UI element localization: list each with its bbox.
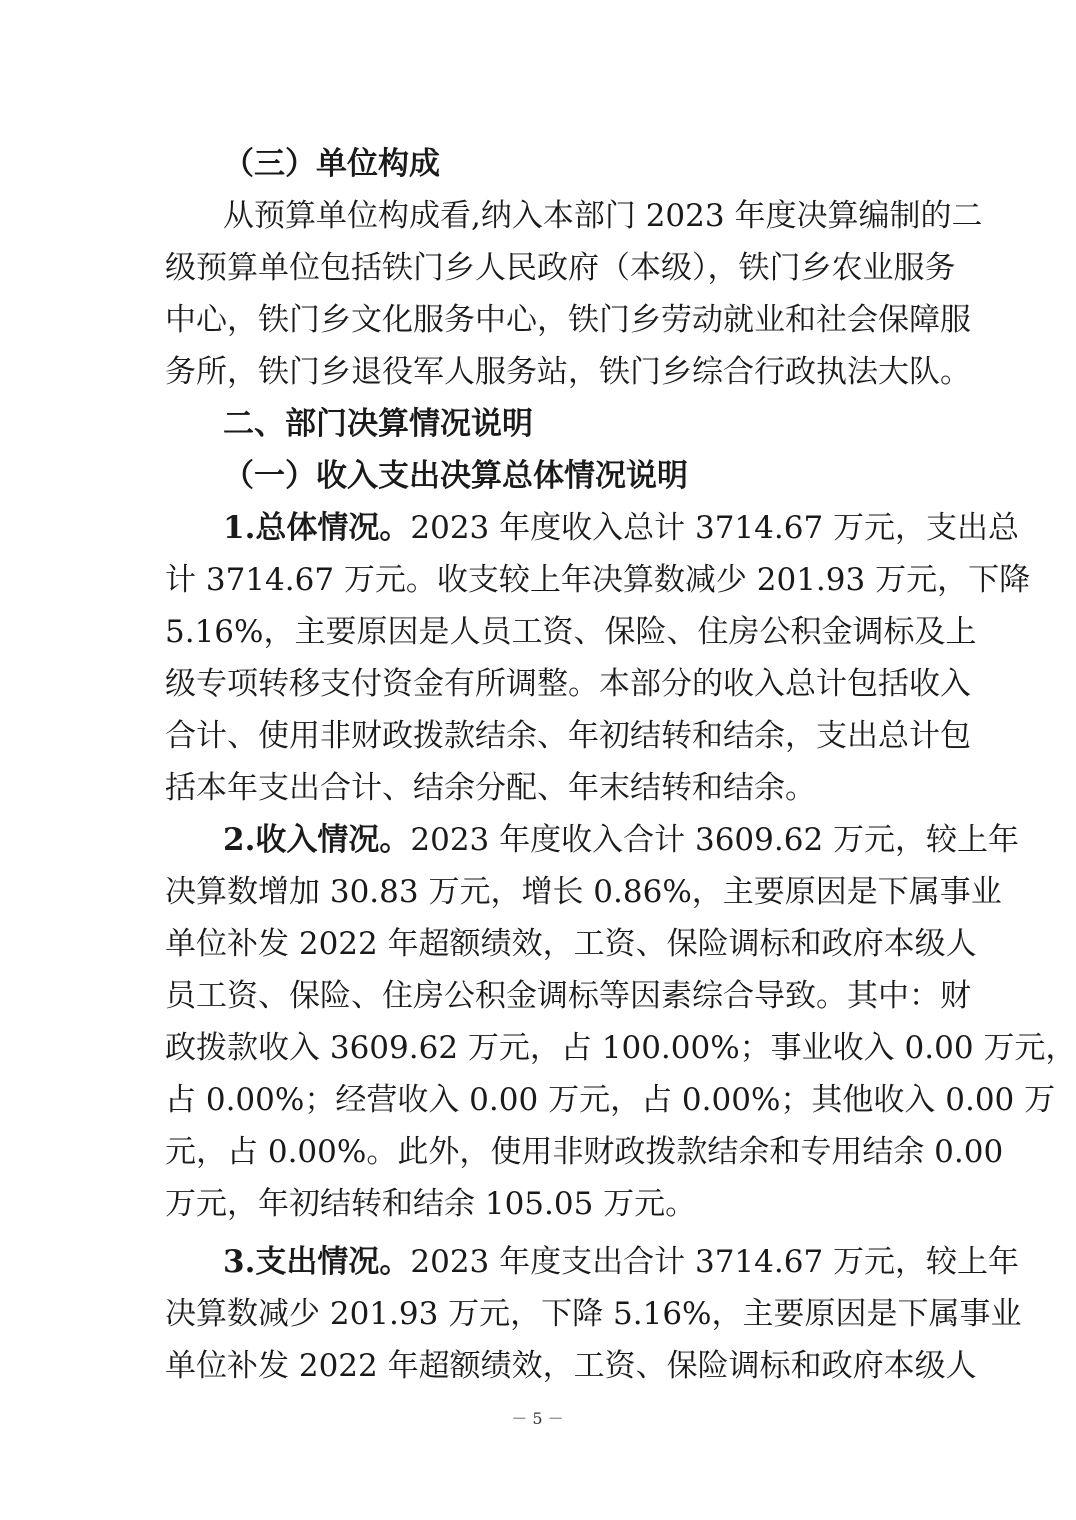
section-three-line-1: 从预算单位构成看,纳入本部门 2023 年度决算编制的二 [223, 198, 983, 234]
page-number: － 5 － [511, 1409, 564, 1428]
section-three-line-3: 中心，铁门乡文化服务中心，铁门乡劳动就业和社会保障服 [165, 302, 971, 338]
item-two-first-rest: 2023 年度收入合计 3609.62 万元，较上年 [410, 822, 1020, 858]
section-three-title: （三）单位构成 [223, 146, 440, 182]
item-two-line-5: 政拨款收入 3609.62 万元，占 100.00%；事业收入 0.00 万元， [165, 1030, 1076, 1066]
item-two-line-8: 万元，年初结转和结余 105.05 万元。 [165, 1186, 697, 1222]
section-three-line-2: 级预算单位包括铁门乡人民政府（本级），铁门乡农业服务 [165, 250, 956, 286]
document-body [165, 138, 1076, 1392]
item-two-lead: 2.收入情况。 [223, 822, 411, 858]
item-one-line-3: 5.16%，主要原因是人员工资、保险、住房公积金调标及上 [165, 614, 977, 650]
item-three-lead: 3.支出情况。 [223, 1244, 411, 1280]
item-two-line-6: 占 0.00%；经营收入 0.00 万元，占 0.00%；其他收入 0.00 万 [165, 1082, 1056, 1118]
section-one-title: （一）收入支出决算总体情况说明 [223, 458, 688, 494]
item-three-line-1 [165, 1236, 1020, 1288]
item-two-line-4: 员工资、保险、住房公积金调标等因素综合导致。其中：财 [165, 978, 971, 1014]
item-two-line-1 [165, 814, 1020, 866]
item-two-line-2: 决算数增加 30.83 万元，增长 0.86%，主要原因是下属事业 [165, 874, 1002, 910]
item-three-first-rest: 2023 年度支出合计 3714.67 万元，较上年 [410, 1244, 1020, 1280]
item-one-first-rest: 2023 年度收入总计 3714.67 万元，支出总 [410, 510, 1020, 546]
part-two-title: 二、部门决算情况说明 [223, 406, 533, 442]
item-one-line-1 [165, 502, 1020, 554]
item-one-lead: 1.总体情况。 [223, 510, 411, 546]
item-two-line-3: 单位补发 2022 年超额绩效，工资、保险调标和政府本级人 [165, 926, 977, 962]
item-one-line-4: 级专项转移支付资金有所调整。本部分的收入总计包括收入 [165, 666, 971, 702]
section-three-line-4: 务所，铁门乡退役军人服务站，铁门乡综合行政执法大队。 [165, 354, 971, 390]
item-one-line-5: 合计、使用非财政拨款结余、年初结转和结余，支出总计包 [165, 718, 971, 754]
item-two-line-7: 元，占 0.00%。此外，使用非财政拨款结余和专用结余 0.00 [165, 1134, 1004, 1170]
item-three-line-3: 单位补发 2022 年超额绩效，工资、保险调标和政府本级人 [165, 1348, 977, 1384]
item-one-line-2: 计 3714.67 万元。收支较上年决算数减少 201.93 万元，下降 [165, 562, 1031, 598]
item-three-line-2: 决算数减少 201.93 万元，下降 5.16%，主要原因是下属事业 [165, 1296, 1022, 1332]
item-one-line-6: 括本年支出合计、结余分配、年末结转和结余。 [165, 770, 816, 806]
